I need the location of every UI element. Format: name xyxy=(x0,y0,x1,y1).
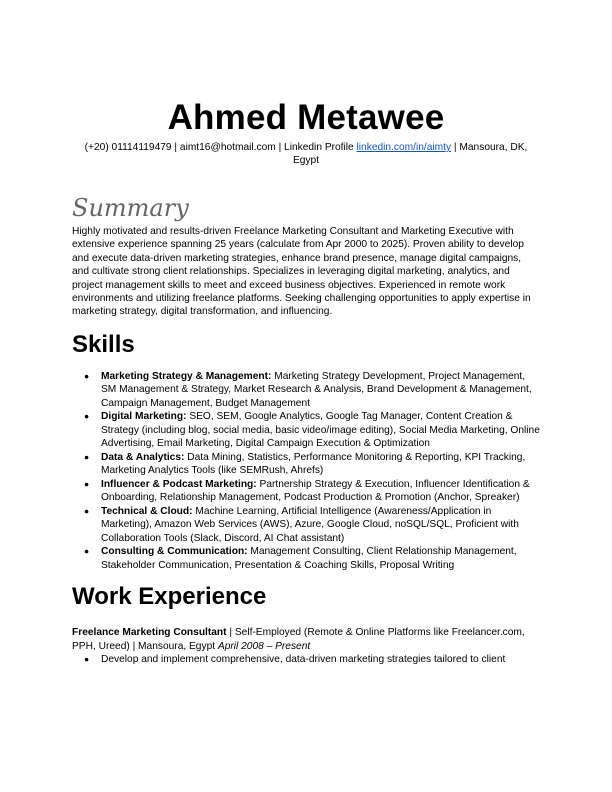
skill-text: Partnership Strategy & Execution, Influencer Identification & Onboarding, Relationship Management, Podcast Production & Promotion (Anchor, Spreaker) xyxy=(101,478,530,504)
skill-label: Technical & Cloud: xyxy=(101,505,193,517)
skill-label: Data & Analytics: xyxy=(101,451,185,463)
summary-text: Highly motivated and results-driven Freelance Marketing Consultant and Marketing Executive with extensive experience spanning 25 years (calculate from Apr 2000 to 2025). Proven ability to develop and execute data-driven marketing strategies, enhance brand presence, manage digital campaigns, and cultivate strong client relationships. Specializes in leveraging digital marketing, analytics, and project management skills to meet and exceed business objectives. Experienced in remote work environments and utilizing freelance platforms. Seeking challenging opportunities to apply expertise in marketing strategy, digital transformation, and influencing. xyxy=(72,226,531,318)
job-title: Freelance Marketing Consultant xyxy=(72,627,227,639)
skill-label: Consulting & Communication: xyxy=(101,546,248,558)
summary-heading: Summary xyxy=(72,194,189,222)
skill-text: SEO, SEM, Google Analytics, Google Tag Manager, Content Creation & Strategy (including blog, social media, basic video/image editing), Social Media Marketing, Online Advertising, Email Marketing, Digital Campaign Execution & Optimization xyxy=(101,411,540,450)
job-header xyxy=(72,626,540,653)
skill-item xyxy=(101,478,540,505)
contact-location: | Mansoura, DK, Egypt xyxy=(292,142,528,166)
skill-text: Data Mining, Statistics, Performance Monitoring & Reporting, KPI Tracking, Marketing Analytics Tools (like SEMRush, Ahrefs) xyxy=(101,451,526,477)
skill-item xyxy=(101,370,540,411)
job-details: | Self-Employed (Remote & Online Platforms like Freelancer.com, PPH, Ureed) | Mansoura, Egypt xyxy=(72,627,525,652)
skill-text: Marketing Strategy Development, Project Management, SM Management & Strategy, Market Research & Analysis, Brand Development & Management, Campaign Management, Budget Management xyxy=(101,370,532,409)
skills-list xyxy=(72,370,540,573)
skill-label: Influencer & Podcast Marketing: xyxy=(101,478,257,490)
job-date: April 2008 – Present xyxy=(217,640,311,652)
work-experience-heading: Work Experience xyxy=(72,583,267,611)
candidate-name: Ahmed Metawee xyxy=(167,98,445,137)
contact-line xyxy=(72,141,540,167)
job-bullet: ● Develop and implement comprehensive, data-driven marketing strategies tailored to client xyxy=(101,653,540,667)
job-bullets xyxy=(72,653,540,667)
skill-text: Management Consulting, Client Relationship Management, Stakeholder Communication, Presentation & Coaching Skills, Proposal Writing xyxy=(101,546,517,571)
skill-text: Machine Learning, Artificial Intelligence (Awareness/Application in Marketing), Amazon Web Services (AWS), Azure, Google Cloud, noSQL/SQL, Proficient with Collaboration Tools (Slack, Discord, AI Chat assistant) xyxy=(101,505,519,544)
skill-label: Marketing Strategy & Management: xyxy=(101,370,272,382)
skill-item xyxy=(101,451,540,478)
skill-label: Digital Marketing: xyxy=(101,411,187,423)
skill-item xyxy=(101,410,540,451)
linkedin-link[interactable]: linkedin.com/in/aimty xyxy=(356,142,452,153)
skill-item xyxy=(101,545,540,572)
skills-heading: Skills xyxy=(72,330,135,358)
contact-details: (+20) 01114119479 | aimt16@hotmail.com | Linkedin Profile xyxy=(84,142,357,153)
skill-item xyxy=(101,505,540,546)
